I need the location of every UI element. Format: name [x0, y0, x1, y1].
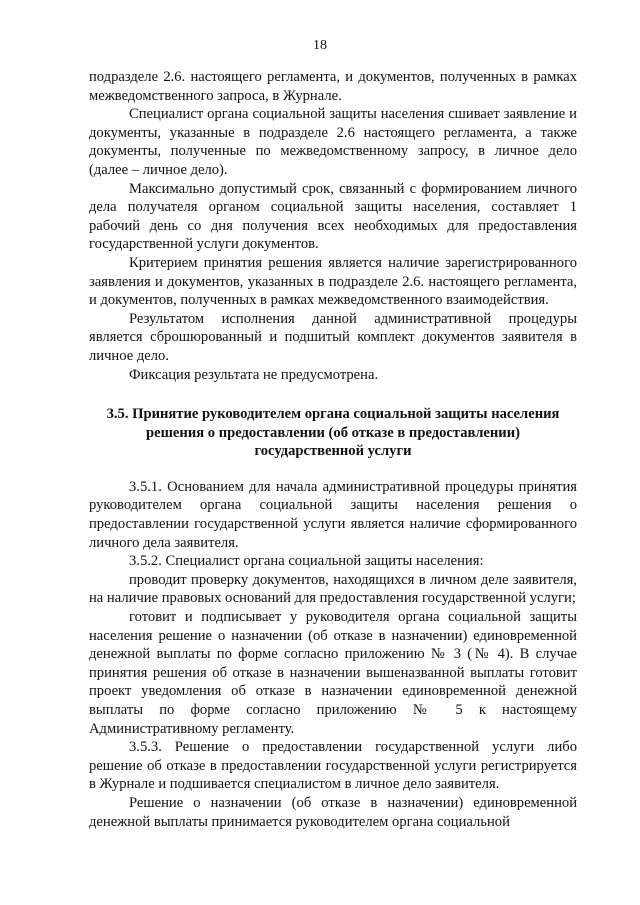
page-number: 18	[313, 38, 327, 53]
paragraph: Критерием принятия решения является наличие зарегистрированного заявления и документов, указанных в подразделе 2.6. настоящего регламента, и документов, полученных в рамках межведомственного взаимодействия.	[89, 254, 577, 309]
paragraph: подразделе 2.6. настоящего регламента, и документов, полученных в рамках межведомственного запроса, в Журнале.	[89, 69, 577, 104]
section-heading: 3.5. Принятие руководителем органа социальной защиты населения решения о предоставлении (об отказе в предоставлении) государственной услуги	[106, 406, 560, 460]
document-body	[89, 68, 577, 831]
paragraph: готовит и подписывает у руководителя органа социальной защиты населения решение о назначении (об отказе в назначении) единовременной денежной выплаты по форме согласно приложению № 3 (№ 4). В случае принятия решения об отказе в назначении вышеназванной выплаты готовит проект уведомления об отказе в назначении единовременной денежной выплаты по форме согласно приложению № 5 к настоящему Административному регламенту.	[89, 609, 577, 737]
paragraph: 3.5.2. Специалист органа социальной защиты населения:	[129, 553, 484, 570]
paragraph: проводит проверку документов, находящихся в личном деле заявителя, на наличие правовых оснований для предоставления государственной услуги;	[89, 571, 577, 607]
paragraph: Максимально допустимый срок, связанный с формированием личного дела получателя органом социальной защиты населения, составляет 1 рабочий день со дня получения всех необходимых для предоставления государственной услуги документов.	[89, 180, 577, 253]
paragraph: Результатом исполнения данной административной процедуры является сброшюрованный и подшитый комплект документов заявителя в личное дело.	[89, 310, 577, 364]
paragraph: 3.5.3. Решение о предоставлении государственной услуги либо решение об отказе в предоставлении государственной услуги регистрируется в Журнале и подшивается специалистом в личное дело заявителя.	[89, 739, 577, 793]
paragraph: Специалист органа социальной защиты населения сшивает заявление и документы, указанные в подразделе 2.6 настоящего регламента, а также документы, полученные по межведомственному запросу, в личное дело (далее – личное дело).	[89, 106, 577, 178]
paragraph: Фиксация результата не предусмотрена.	[129, 366, 379, 383]
paragraph: Решение о назначении (об отказе в назначении) единовременной денежной выплаты принимается руководителем органа социальной	[89, 794, 577, 830]
paragraph: 3.5.1. Основанием для начала административной процедуры принятия руководителем органа социальной защиты населения решения о предоставлении государственной услуги является наличие сформированного личного дела заявителя.	[89, 478, 577, 551]
